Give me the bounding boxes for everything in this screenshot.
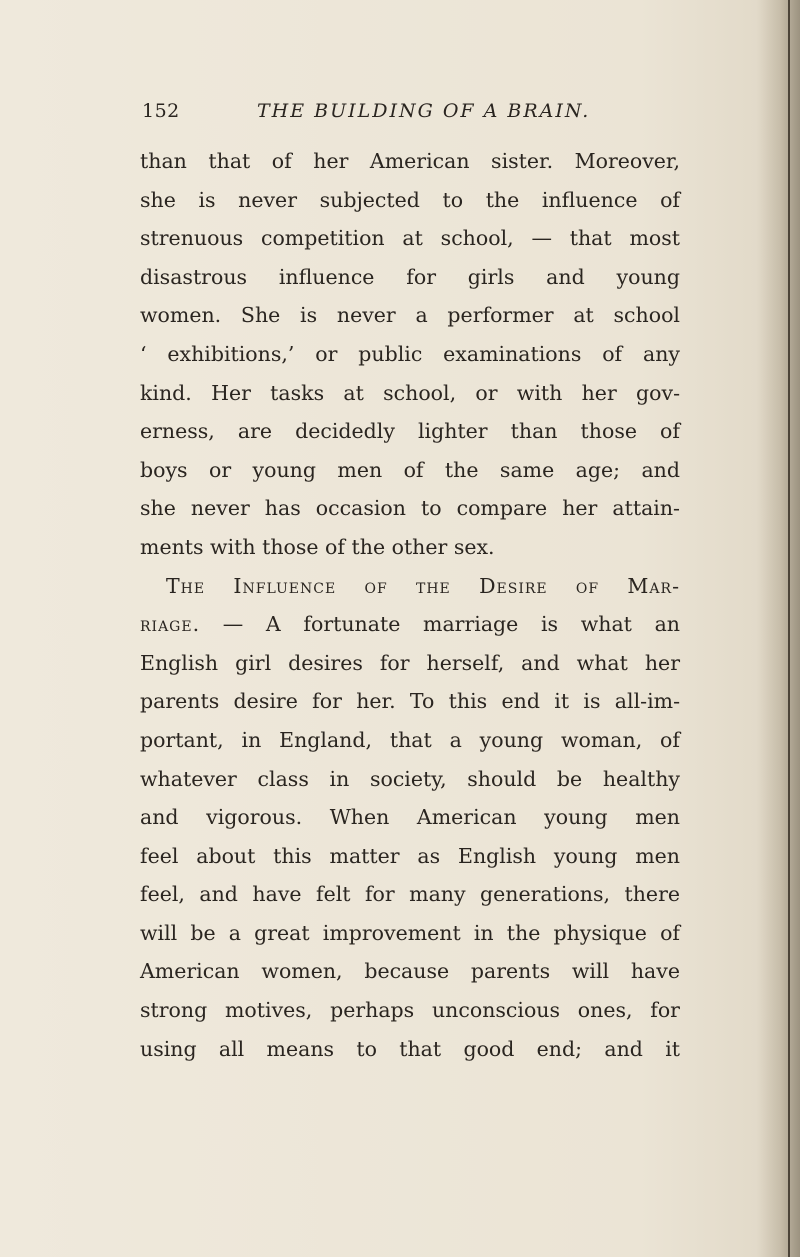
text-line: whatever class in society, should be healthy xyxy=(140,766,680,791)
text-line: she never has occasion to compare her attain- xyxy=(140,496,680,521)
text-line: disastrous influence for girls and young xyxy=(140,264,680,289)
text-line: and vigorous. When American young men xyxy=(140,805,680,830)
text-line: than that of her American sister. Moreover, xyxy=(140,149,680,173)
section-heading-line: The Influence of the Desire of Mar- xyxy=(166,573,680,598)
text-line: parents desire for her. To this end it is all-im- xyxy=(140,689,680,714)
text-line: women. She is never a performer at school xyxy=(140,303,680,328)
running-head: THE BUILDING OF A BRAIN. xyxy=(257,100,591,122)
text-line: feel, and have felt for many generations, there xyxy=(140,882,680,907)
text-line: portant, in England, that a young woman, of xyxy=(140,727,680,752)
text-line: boys or young men of the same age; and xyxy=(140,457,680,482)
text-line: kind. Her tasks at school, or with her gov- xyxy=(140,380,680,405)
page-number: 152 xyxy=(142,100,180,122)
text-line: using all means to that good end; and it xyxy=(140,1036,680,1061)
text-line: erness, are decidedly lighter than those of xyxy=(140,419,680,444)
text-line: she is never subjected to the influence of xyxy=(140,187,680,212)
text-line: strong motives, perhaps unconscious ones, for xyxy=(140,998,680,1023)
text-line: English girl desires for herself, and what her xyxy=(140,650,680,675)
text-line: strenuous competition at school, — that most xyxy=(140,226,680,251)
page-edge-line xyxy=(788,0,790,1257)
page-header xyxy=(142,100,702,132)
text-line: riage. — A fortunate marriage is what an xyxy=(140,612,680,637)
text-line: ments with those of the other sex. xyxy=(140,534,495,559)
body-text xyxy=(140,142,680,1068)
text-line: ‘ exhibitions,’ or public examinations of any xyxy=(140,341,680,366)
text-line: feel about this matter as English young men xyxy=(140,843,680,868)
text-line: will be a great improvement in the physique of xyxy=(140,920,680,945)
text-line: American women, because parents will have xyxy=(140,959,680,984)
page-gutter-shadow xyxy=(756,0,800,1257)
